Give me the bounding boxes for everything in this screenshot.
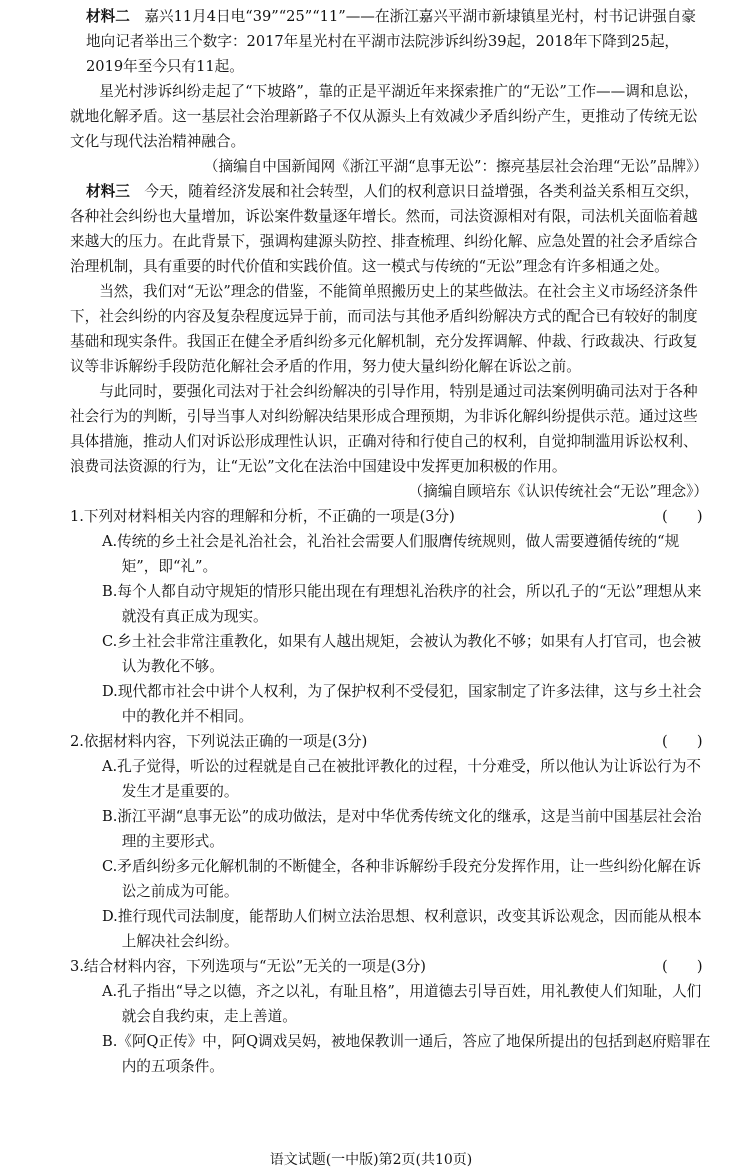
question-1-option-a: A.传统的乡土社会是礼治社会，礼治社会需要人们服膺传统规则，做人需要遵循传统的“规矩”，即“礼”。 — [102, 533, 680, 575]
question-3-option-a: A.孔子指出“导之以德，齐之以礼，有耻且格”，用道德去引导百姓，用礼教使人们知耻，人们就会自我约束，走上善道。 — [102, 983, 702, 1025]
answer-bracket: ( ) — [662, 508, 703, 525]
question-1-option-b: B.每个人都自动守规矩的情形只能出现在有理想礼治秩序的社会，所以孔子的“无讼”理想从来就没有真正成为现实。 — [102, 583, 702, 625]
exam-page — [0, 4, 742, 1079]
question-2-option-a: A.孔子觉得，听讼的过程就是自己在被批评教化的过程，十分难受，所以他认为让诉讼行为不发生才是重要的。 — [102, 758, 701, 800]
question-3-option-b: B.《阿Q正传》中，阿Q调戏吴妈，被地保教训一通后，答应了地保所提出的包括到赵府赔罪在内的五项条件。 — [102, 1033, 711, 1075]
material3-label: 材料三 — [86, 183, 130, 200]
answer-bracket: ( ) — [662, 958, 703, 975]
question-1-stem: 1.下列对材料相关内容的理解和分析，不正确的一项是(3分) ( ) — [70, 504, 712, 529]
question-2-stem: 2.依据材料内容，下列说法正确的一项是(3分) ( ) — [70, 729, 712, 754]
question-1-option-c: C.乡土社会非常注重教化，如果有人越出规矩，会被认为教化不够；如果有人打官司，也会被认为教化不够。 — [102, 633, 702, 675]
material3-paragraph-1: 材料三 今天，随着经济发展和社会转型，人们的权利意识日益增强，各类利益关系相互交织，各种社会纠纷也大量增加，诉讼案件数量逐年增长。然而，司法资源相对有限，司法机关面临着越来越大的压力。在此背景下，强调构建源头防控、排查梳理、纠纷化解、应急处置的社会矛盾综合治理机制，具有重要的时代价值和实践价值。这一模式与传统的“无讼”理念有许多相通之处。 — [70, 183, 699, 275]
material2-paragraph-1: 材料二 嘉兴11月4日电“39”“25”“11”——在浙江嘉兴平湖市新埭镇星光村，村书记讲强自豪地向记者举出三个数字：2017年星光村在平湖市法院涉诉纠纷39起，2018年下降到25起，2019年至今只有11起。 — [86, 8, 696, 75]
question-2-option-d: D.推行现代司法制度，能帮助人们树立法治思想、权利意识，改变其诉讼观念，因而能从根本上解决社会纠纷。 — [102, 908, 702, 950]
answer-bracket: ( ) — [662, 733, 703, 750]
question-2-option-b: B.浙江平湖“息事无讼”的成功做法，是对中华优秀传统文化的继承，这是当前中国基层社会治理的主要形式。 — [102, 808, 702, 850]
page-footer: 语文试题(一中版)第2页(共10页) — [269, 1152, 473, 1168]
material2-paragraph-2: 星光村涉诉纠纷走起了“下坡路”，靠的正是平湖近年来探索推广的“无讼”工作——调和息讼，就地化解矛盾。这一基层社会治理新路子不仅从源头上有效减少矛盾纠纷产生，更推动了传统无讼文化与现代法治精神融合。 — [70, 83, 699, 150]
question-2-option-c: C.矛盾纠纷多元化解机制的不断健全，各种非诉解纷手段充分发挥作用，让一些纠纷化解在诉讼之前成为可能。 — [102, 858, 702, 900]
material3-paragraph-2: 当然，我们对“无讼”理念的借鉴，不能简单照搬历史上的某些做法。在社会主义市场经济条件下，社会纠纷的内容及复杂程度远异于前，而司法与其他矛盾纠纷解决方式的配合已有较好的制度基础和现实条件。我国正在健全矛盾纠纷多元化解机制，充分发挥调解、仲裁、行政裁决、行政复议等非诉解纷手段防范化解社会矛盾的作用，努力使大量纠纷化解在诉讼之前。 — [70, 283, 698, 375]
question-3-stem: 3.结合材料内容，下列选项与“无讼”无关的一项是(3分) ( ) — [70, 954, 712, 979]
material3-paragraph-3: 与此同时，要强化司法对于社会纠纷解决的引导作用，特别是通过司法案例明确司法对于各种社会行为的判断，引导当事人对纠纷解决结果形成合理预期，为非诉化解纠纷提供示范。通过这些具体措施，推动人们对诉讼形成理性认识，正确对待和行使自己的权利，自觉抑制滥用诉讼权利、浪费司法资源的行为，让“无讼”文化在法治中国建设中发挥更加积极的作用。 — [70, 383, 698, 475]
material3-source: （摘编自顾培东《认识传统社会“无讼”理念》） — [408, 483, 708, 500]
material2-source: （摘编自中国新闻网《浙江平湖“息事无讼”：擦亮基层社会治理“无讼”品牌》） — [203, 158, 708, 175]
question-1-option-d: D.现代都市社会中讲个人权利，为了保护权利不受侵犯，国家制定了许多法律，这与乡土社会中的教化并不相同。 — [102, 683, 702, 725]
material2-label: 材料二 — [86, 8, 130, 25]
